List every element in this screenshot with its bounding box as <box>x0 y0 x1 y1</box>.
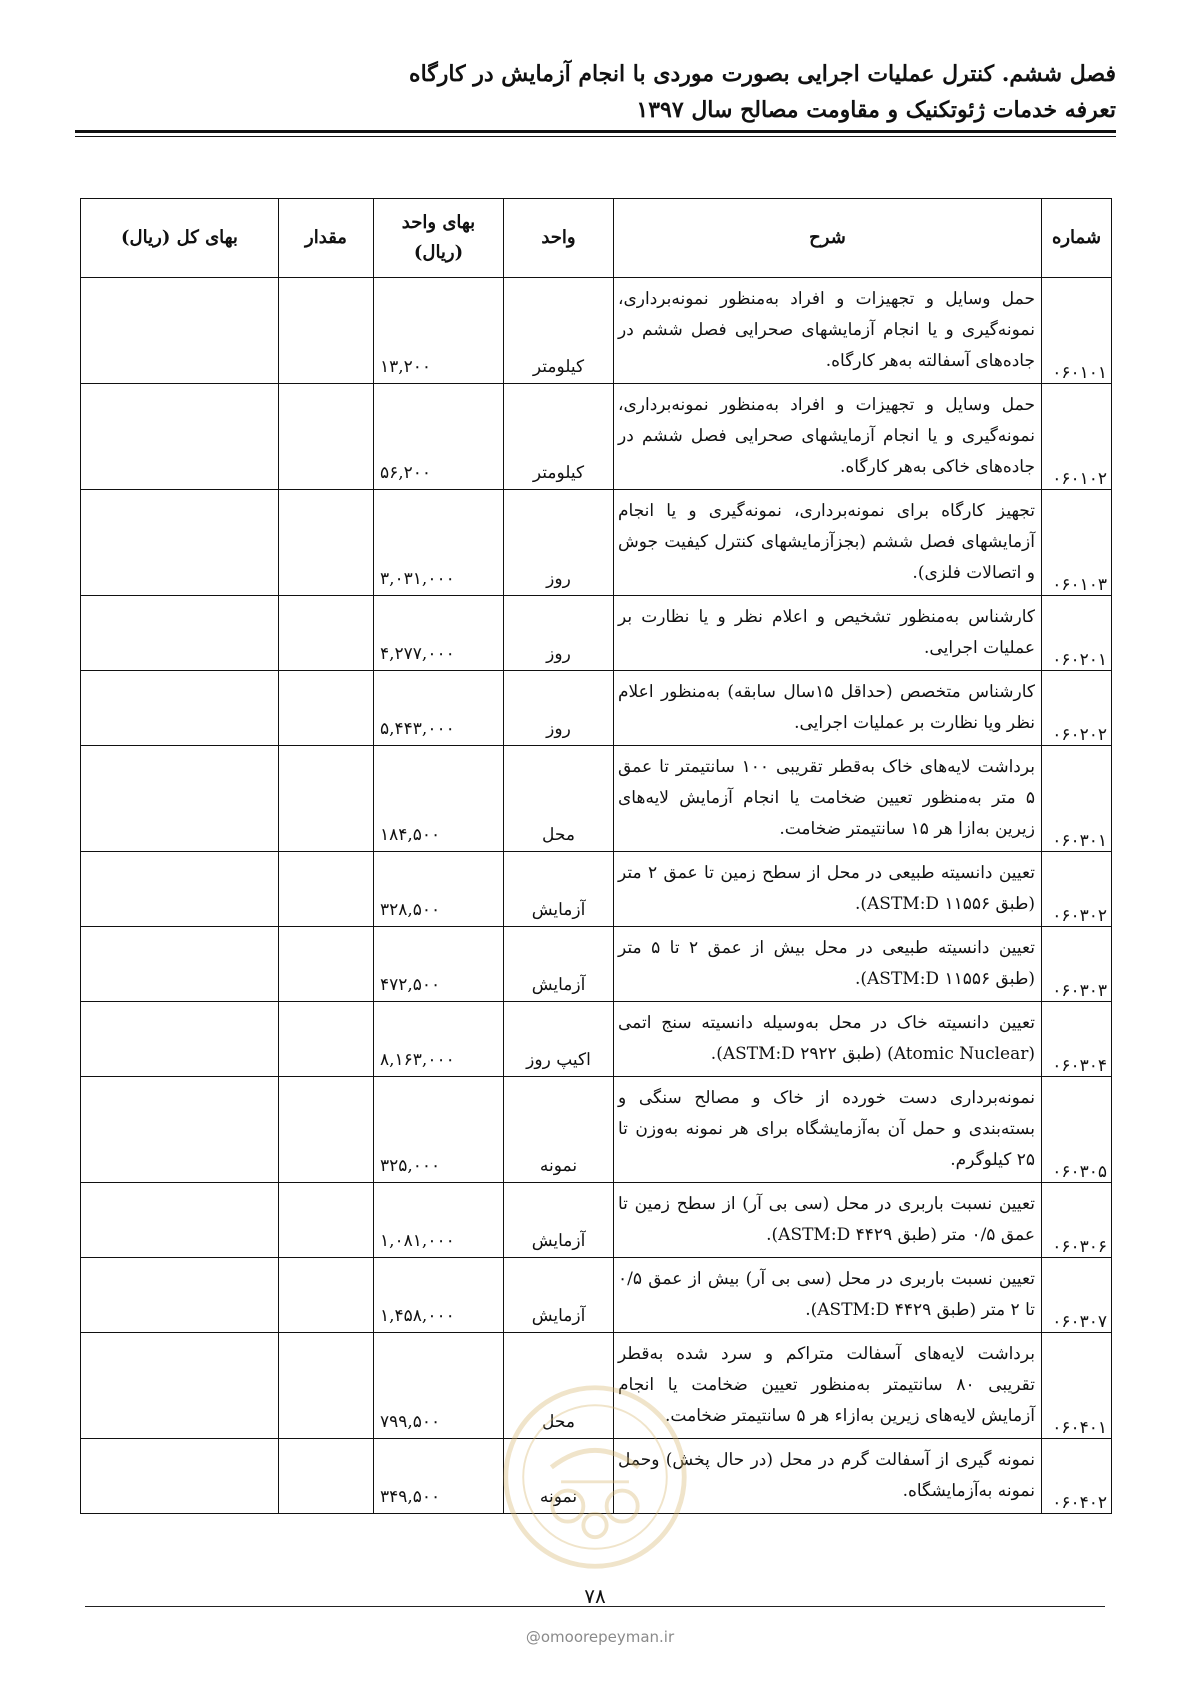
row-code: ۰۶۰۳۰۶ <box>1042 1183 1112 1258</box>
row-total <box>81 1002 279 1077</box>
row-unit: روز <box>504 490 614 596</box>
row-description: برداشت لایه‌های خاک به‌قطر تقریبی ۱۰۰ سانتیمتر تا عمق ۵ متر به‌منظور تعیین ضخامت یا انجام آزمایش لایه‌های زیرین به‌ازا هر ۱۵ سانتیمتر ضخامت. <box>614 746 1042 852</box>
row-unit-price: ۸,۱۶۳,۰۰۰ <box>374 1002 504 1077</box>
row-description: برداشت لایه‌های آسفالت متراکم و سرد شده به‌قطر تقریبی ۸۰ سانتیمتر به‌منظور تعیین ضخامت یا انجام آزمایش لایه‌های زیرین به‌ازاء هر ۵ سانتیمتر ضخامت. <box>614 1333 1042 1439</box>
row-unit: آزمایش <box>504 1183 614 1258</box>
table-row <box>81 852 1112 927</box>
row-description: تعیین دانسیته طبیعی در محل بیش از عمق ۲ تا ۵ متر (طبق ASTM:D ۱۱۵۵۶). <box>614 927 1042 1002</box>
row-code: ۰۶۰۳۰۷ <box>1042 1258 1112 1333</box>
row-unit-price: ۱۸۴,۵۰۰ <box>374 746 504 852</box>
page-number: ۷۸ <box>584 1584 606 1608</box>
row-qty <box>279 1333 374 1439</box>
row-code: ۰۶۰۲۰۲ <box>1042 671 1112 746</box>
row-total <box>81 278 279 384</box>
row-qty <box>279 746 374 852</box>
row-qty <box>279 1439 374 1514</box>
row-description: کارشناس به‌منظور تشخیص و اعلام نظر و یا نظارت بر عملیات اجرایی. <box>614 596 1042 671</box>
table-row <box>81 596 1112 671</box>
table-row <box>81 927 1112 1002</box>
row-code: ۰۶۰۳۰۳ <box>1042 927 1112 1002</box>
page-header <box>75 56 1116 128</box>
row-unit: محل <box>504 1333 614 1439</box>
row-unit-price: ۳,۰۳۱,۰۰۰ <box>374 490 504 596</box>
row-total <box>81 490 279 596</box>
row-code: ۰۶۰۳۰۱ <box>1042 746 1112 852</box>
header-rule-thick <box>75 130 1116 133</box>
row-unit: اکیپ روز <box>504 1002 614 1077</box>
table-row <box>81 490 1112 596</box>
row-description: تجهیز کارگاه برای نمونه‌برداری، نمونه‌گیری و یا انجام آزمایشهای فصل ششم (بجزآزمایشهای کنترل کیفیت جوش و اتصالات فلزی). <box>614 490 1042 596</box>
row-unit-price: ۷۹۹,۵۰۰ <box>374 1333 504 1439</box>
row-unit-price: ۳۴۹,۵۰۰ <box>374 1439 504 1514</box>
row-unit-price: ۵,۴۴۳,۰۰۰ <box>374 671 504 746</box>
col-header-code: شماره <box>1042 199 1112 278</box>
row-unit: آزمایش <box>504 852 614 927</box>
row-code: ۰۶۰۳۰۴ <box>1042 1002 1112 1077</box>
tariff-title: تعرفه خدمات ژئوتکنیک و مقاومت مصالح سال ۱۳۹۷ <box>636 97 1116 123</box>
row-total <box>81 596 279 671</box>
table-row <box>81 1258 1112 1333</box>
row-code: ۰۶۰۱۰۲ <box>1042 384 1112 490</box>
row-unit-price: ۱۳,۲۰۰ <box>374 278 504 384</box>
row-qty <box>279 1002 374 1077</box>
row-total <box>81 852 279 927</box>
col-header-unit-price: بهای واحد (ریال) <box>374 199 504 278</box>
row-description: نمونه‌برداری دست خورده از خاک و مصالح سنگی و بسته‌بندی و حمل آن به‌آزمایشگاه برای هر نمونه به‌وزن تا ۲۵ کیلوگرم. <box>614 1077 1042 1183</box>
row-total <box>81 1333 279 1439</box>
watermark-seal-icon <box>498 1380 692 1574</box>
col-header-unit: واحد <box>504 199 614 278</box>
site-watermark-text: @omoorepeyman.ir <box>525 1628 675 1646</box>
row-unit-price: ۱,۴۵۸,۰۰۰ <box>374 1258 504 1333</box>
row-description: نمونه گیری از آسفالت گرم در محل (در حال پخش) وحمل نمونه به‌آزمایشگاه. <box>614 1439 1042 1514</box>
row-qty <box>279 1077 374 1183</box>
table-row <box>81 671 1112 746</box>
tariff-table <box>80 198 1112 1514</box>
row-description: کارشناس متخصص (حداقل ۱۵سال سابقه) به‌منظور اعلام نظر ویا نظارت بر عملیات اجرایی. <box>614 671 1042 746</box>
row-qty <box>279 490 374 596</box>
row-unit-price: ۳۲۸,۵۰۰ <box>374 852 504 927</box>
row-unit: نمونه <box>504 1077 614 1183</box>
row-qty <box>279 1183 374 1258</box>
row-code: ۰۶۰۳۰۲ <box>1042 852 1112 927</box>
table-header-row <box>81 199 1112 278</box>
row-code: ۰۶۰۲۰۱ <box>1042 596 1112 671</box>
row-total <box>81 746 279 852</box>
row-description: حمل وسایل و تجهیزات و افراد به‌منظور نمونه‌برداری، نمونه‌گیری و یا انجام آزمایشهای صحرایی فصل ششم در جاده‌های خاکی به‌هر کارگاه. <box>614 384 1042 490</box>
row-qty <box>279 927 374 1002</box>
row-total <box>81 1077 279 1183</box>
row-total <box>81 1183 279 1258</box>
footer-rule <box>85 1606 1105 1607</box>
row-unit-price: ۴,۲۷۷,۰۰۰ <box>374 596 504 671</box>
col-header-desc: شرح <box>614 199 1042 278</box>
row-total <box>81 671 279 746</box>
row-unit: روز <box>504 671 614 746</box>
row-description: تعیین نسبت باربری در محل (سی بی آر) بیش از عمق ۰/۵ تا ۲ متر (طبق ASTM:D ۴۴۲۹). <box>614 1258 1042 1333</box>
row-unit: کیلومتر <box>504 278 614 384</box>
row-qty <box>279 1258 374 1333</box>
row-qty <box>279 671 374 746</box>
row-unit: محل <box>504 746 614 852</box>
table-row <box>81 1002 1112 1077</box>
row-description: تعیین دانسیته خاک در محل به‌وسیله دانسیته سنج اتمی (Atomic Nuclear) (طبق ASTM:D ۲۹۲۲). <box>614 1002 1042 1077</box>
table-row <box>81 746 1112 852</box>
row-qty <box>279 852 374 927</box>
col-header-qty: مقدار <box>279 199 374 278</box>
row-unit-price: ۴۷۲,۵۰۰ <box>374 927 504 1002</box>
row-total <box>81 1439 279 1514</box>
row-total <box>81 927 279 1002</box>
row-qty <box>279 384 374 490</box>
row-unit-price: ۵۶,۲۰۰ <box>374 384 504 490</box>
table-row <box>81 1077 1112 1183</box>
row-code: ۰۶۰۱۰۳ <box>1042 490 1112 596</box>
row-description: حمل وسایل و تجهیزات و افراد به‌منظور نمونه‌برداری، نمونه‌گیری و یا انجام آزمایشهای صحرایی فصل ششم در جاده‌های آسفالته به‌هر کارگاه. <box>614 278 1042 384</box>
col-header-total: بهای کل (ریال) <box>81 199 279 278</box>
table-row <box>81 384 1112 490</box>
row-qty <box>279 596 374 671</box>
row-qty <box>279 278 374 384</box>
row-unit: آزمایش <box>504 927 614 1002</box>
row-unit: نمونه <box>504 1439 614 1514</box>
header-rule-thin <box>75 136 1116 137</box>
row-unit: آزمایش <box>504 1258 614 1333</box>
table-row <box>81 278 1112 384</box>
table-row <box>81 1183 1112 1258</box>
row-total <box>81 384 279 490</box>
row-description: تعیین دانسیته طبیعی در محل از سطح زمین تا عمق ۲ متر (طبق ASTM:D ۱۱۵۵۶). <box>614 852 1042 927</box>
chapter-title: فصل ششم. کنترل عملیات اجرایی بصورت موردی با انجام آزمایش در کارگاه <box>409 61 1116 87</box>
row-code: ۰۶۰۳۰۵ <box>1042 1077 1112 1183</box>
row-unit: روز <box>504 596 614 671</box>
row-code: ۰۶۰۴۰۲ <box>1042 1439 1112 1514</box>
row-description: تعیین نسبت باربری در محل (سی بی آر) از سطح زمین تا عمق ۰/۵ متر (طبق ASTM:D ۴۴۲۹). <box>614 1183 1042 1258</box>
row-total <box>81 1258 279 1333</box>
row-unit: کیلومتر <box>504 384 614 490</box>
row-code: ۰۶۰۱۰۱ <box>1042 278 1112 384</box>
row-code: ۰۶۰۴۰۱ <box>1042 1333 1112 1439</box>
row-unit-price: ۱,۰۸۱,۰۰۰ <box>374 1183 504 1258</box>
row-unit-price: ۳۲۵,۰۰۰ <box>374 1077 504 1183</box>
